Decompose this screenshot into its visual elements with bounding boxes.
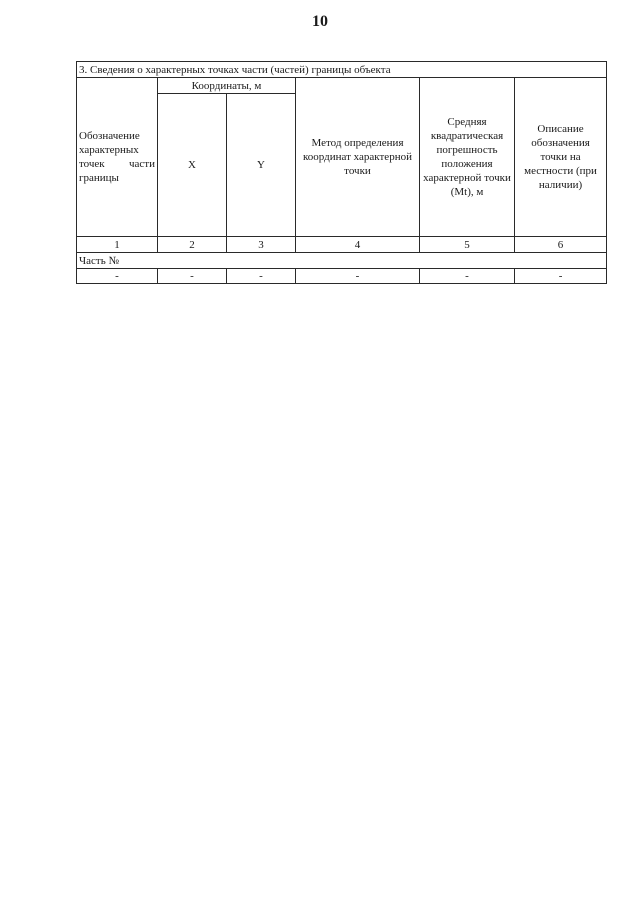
column-number: 6 [515, 237, 607, 253]
header-x: X [158, 94, 227, 237]
characteristic-points-table [76, 61, 607, 284]
header-coordinates: Координаты, м [158, 78, 296, 94]
table-row [77, 269, 607, 284]
table-cell: - [77, 269, 158, 284]
header-error: Средняя квадратическая погрешность положения характерной точки (Mt), м [420, 78, 515, 237]
column-number: 5 [420, 237, 515, 253]
table-cell: - [158, 269, 227, 284]
header-method: Метод определения координат характерной точки [296, 78, 420, 237]
part-label: Часть № [77, 253, 607, 269]
column-numbers-row [77, 237, 607, 253]
header-description: Описание обозначения точки на местности (при наличии) [515, 78, 607, 237]
column-number: 1 [77, 237, 158, 253]
table-title: 3. Сведения о характерных точках части (частей) границы объекта [77, 62, 607, 78]
table-cell: - [227, 269, 296, 284]
header-point-designation: Обозначение характерных точек части границы [77, 78, 158, 237]
table-cell: - [420, 269, 515, 284]
page-number: 10 [312, 13, 328, 30]
column-number: 2 [158, 237, 227, 253]
column-number: 4 [296, 237, 420, 253]
table-cell: - [515, 269, 607, 284]
table-cell: - [296, 269, 420, 284]
header-y: Y [227, 94, 296, 237]
column-number: 3 [227, 237, 296, 253]
